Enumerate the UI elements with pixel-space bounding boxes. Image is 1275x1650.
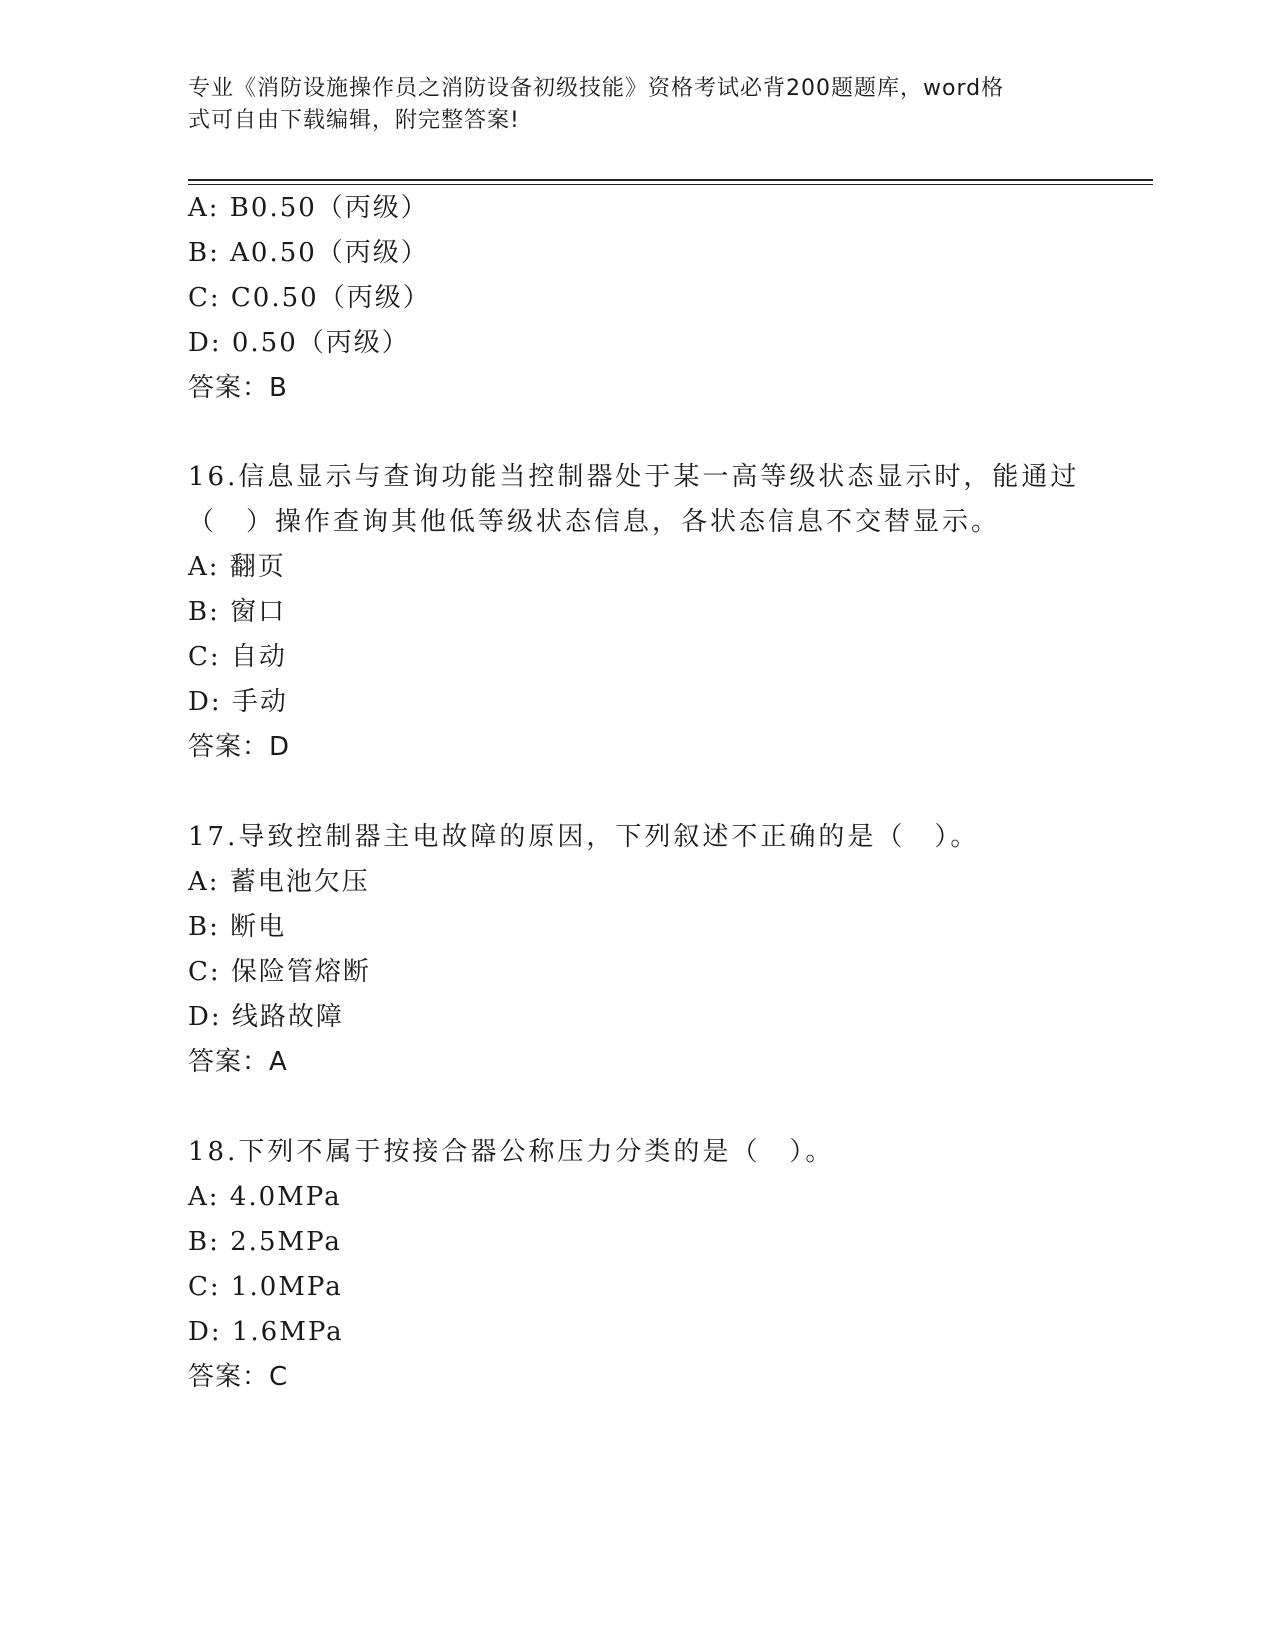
q17-option-d: D: 线路故障 [188,1002,344,1032]
q18-option-a: A: 4.0MPa [188,1182,342,1212]
header-line-2: 式可自由下载编辑，附完整答案! [188,108,520,133]
q16-option-c: C: 自动 [188,642,287,672]
q17-option-b: B: 断电 [188,912,287,942]
q16-answer: 答案：D [188,732,291,762]
header-divider-thin [188,184,1153,185]
header-divider-thick [188,179,1153,181]
q16-question-line-1: 16.信息显示与查询功能当控制器处于某一高等级状态显示时，能通过 [188,462,1080,492]
q17-option-c: C: 保险管熔断 [188,957,371,987]
q17-question-line-1: 17.导致控制器主电故障的原因，下列叙述不正确的是（ ）。 [188,822,980,852]
q17-answer: 答案：A [188,1047,288,1077]
q16-option-a: A: 翻页 [188,552,286,582]
q15-answer: 答案：B [188,373,288,403]
q18-question-line-1: 18.下列不属于按接合器公称压力分类的是（ ）。 [188,1137,835,1167]
q18-option-b: B: 2.5MPa [188,1227,342,1257]
q17-option-a: A: 蓄电池欠压 [188,867,370,897]
q15-option-b: B: A0.50（丙级） [188,238,429,268]
q18-option-c: C: 1.0MPa [188,1272,343,1302]
q15-option-d: D: 0.50（丙级） [188,328,410,358]
q16-option-d: D: 手动 [188,687,288,717]
document-header [188,73,1068,137]
q15-option-c: C: C0.50（丙级） [188,283,431,313]
q18-answer: 答案：C [188,1362,289,1392]
q16-option-b: B: 窗口 [188,597,287,627]
q16-question-line-2: （ ）操作查询其他低等级状态信息，各状态信息不交替显示。 [188,507,1001,537]
q15-option-a: A: B0.50（丙级） [188,193,429,223]
q18-option-d: D: 1.6MPa [188,1317,344,1347]
header-line-1: 专业《消防设施操作员之消防设备初级技能》资格考试必背200题题库，word格 [188,76,1005,101]
